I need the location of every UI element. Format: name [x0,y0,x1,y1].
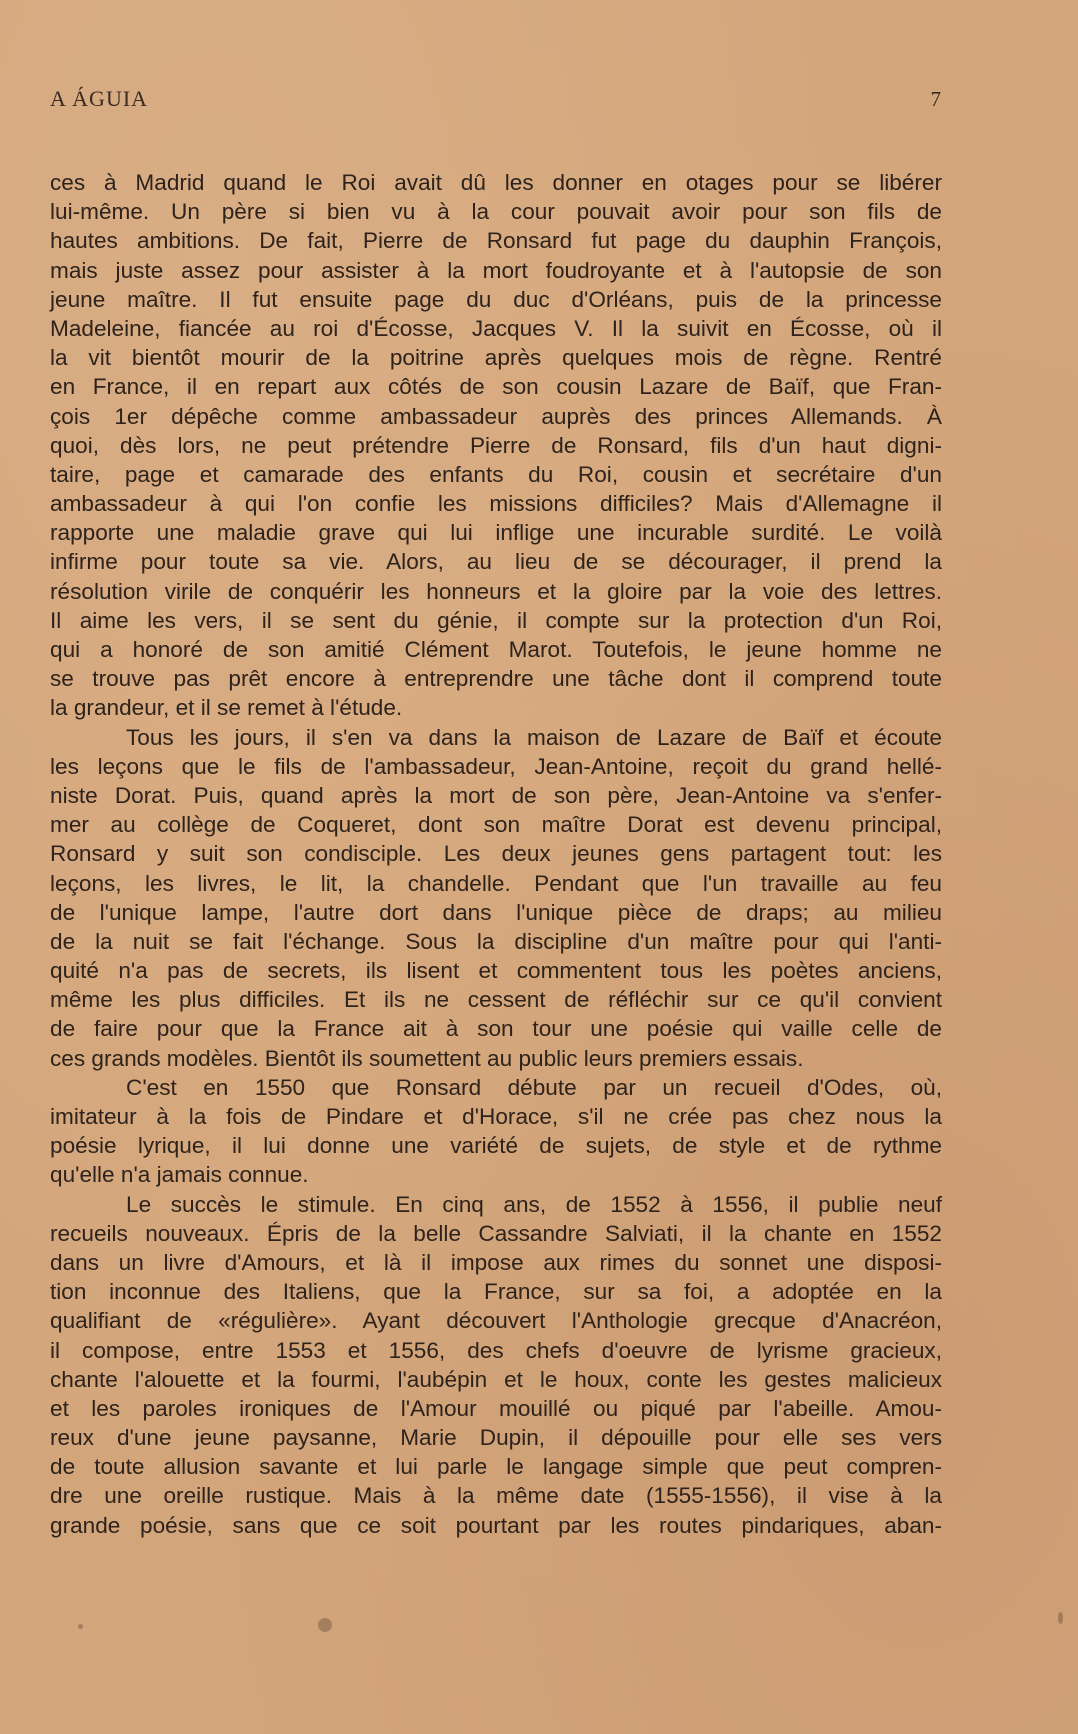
text-line: de l'unique lampe, l'autre dort dans l'unique pièce de draps; au milieu [50,899,942,925]
text-line: ces grands modèles. Bientôt ils soumettent au public leurs premiers essais. [50,1045,804,1071]
text-line: ambassadeur à qui l'on confie les missions difficiles? Mais d'Allemagne il [50,491,942,517]
text-line: niste Dorat. Puis, quand après la mort de son père, Jean-Antoine va s'enfer- [50,782,942,808]
text-line: qu'elle n'a jamais connue. [50,1162,309,1188]
text-line: ces à Madrid quand le Roi avait dû les donner en otages pour se libérer [50,170,942,195]
text-line: il compose, entre 1553 et 1556, des chefs d'oeuvre de lyrisme gracieux, [50,1337,942,1363]
text-line: qui a honoré de son amitié Clément Marot. Toutefois, le jeune homme ne [50,637,942,662]
paper-stain [318,1618,332,1632]
text-line: Ronsard y suit son condisciple. Les deux jeunes gens partagent tout: les [50,841,942,867]
text-line: de faire pour que la France ait à son tour une poésie qui vaille celle de [50,1016,942,1042]
text-line: Le succès le stimule. En cinq ans, de 1552 à 1556, il publie neuf [126,1191,942,1217]
text-line: C'est en 1550 que Ronsard débute par un recueil d'Odes, où, [126,1074,942,1100]
body-text [50,168,942,1540]
text-line: résolution virile de conquérir les honneurs et la gloire par la voie des lettres. [50,578,942,604]
text-line: en France, il en repart aux côtés de son cousin Lazare de Baïf, que Fran- [50,374,942,400]
text-line: quité n'a pas de secrets, ils lisent et commentent tous les poètes anciens, [50,958,942,984]
text-line: quoi, dès lors, ne peut prétendre Pierre de Ronsard, fils d'un haut digni- [50,432,942,458]
text-line: la vit bientôt mourir de la poitrine après quelques mois de règne. Rentré [50,345,942,371]
text-line: dans un livre d'Amours, et là il impose aux rimes du sonnet une disposi- [50,1249,942,1275]
text-line: mer au collège de Coqueret, dont son maître Dorat est devenu principal, [50,812,942,838]
text-line: même les plus difficiles. Et ils ne cessent de réfléchir sur ce qu'il convient [50,987,942,1013]
text-line: de la nuit se fait l'échange. Sous la discipline d'un maître pour qui l'anti- [50,928,942,954]
text-line: imitateur à la fois de Pindare et d'Horace, s'il ne crée pas chez nous la [50,1104,942,1129]
text-line: Il aime les vers, il se sent du génie, il compte sur la protection d'un Roi, [50,607,942,633]
text-line: chante l'alouette et la fourmi, l'aubépin et le houx, conte les gestes malicieux [50,1366,942,1392]
text-line: çois 1er dépêche comme ambassadeur auprès des princes Allemands. À [50,403,942,429]
text-line: hautes ambitions. De fait, Pierre de Ronsard fut page du dauphin François, [50,228,942,254]
text-line: dre une oreille rustique. Mais à la même date (1555-1556), il vise à la [50,1483,942,1509]
text-line: grande poésie, sans que ce soit pourtant par les routes pindariques, aban- [50,1512,942,1538]
text-line: lui-même. Un père si bien vu à la cour pouvait avoir pour son fils de [50,199,942,225]
page-number: 7 [930,87,942,111]
text-line: Tous les jours, il s'en va dans la maison de Lazare de Baïf et écoute [126,724,942,750]
running-title: A ÁGUIA [50,86,149,111]
paper-stain [78,1624,83,1629]
text-line: rapporte une maladie grave qui lui inflige une incurable surdité. Le voilà [50,520,942,546]
text-line: mais juste assez pour assister à la mort foudroyante et à l'autopsie de son [50,257,942,283]
text-line: qualifiant de «régulière». Ayant découvert l'Anthologie grecque d'Anacréon, [50,1308,942,1334]
text-line: jeune maître. Il fut ensuite page du duc d'Orléans, puis de la princesse [50,286,942,312]
text-line: leçons, les livres, le lit, la chandelle. Pendant que l'un travaille au feu [50,870,942,896]
text-line: de toute allusion savante et lui parle le langage simple que peut compren- [50,1454,942,1480]
text-line: la grandeur, et il se remet à l'étude. [50,695,403,721]
text-line: les leçons que le fils de l'ambassadeur, Jean-Antoine, reçoit du grand hellé- [50,753,942,779]
text-line: reux d'une jeune paysanne, Marie Dupin, il dépouille pour elle ses vers [50,1425,942,1451]
text-line: se trouve pas prêt encore à entreprendre une tâche dont il comprend toute [50,666,942,692]
text-line: Madeleine, fiancée au roi d'Écosse, Jacques V. Il la suivit en Écosse, où il [50,315,942,341]
text-line: recueils nouveaux. Épris de la belle Cassandre Salviati, il la chante en 1552 [50,1220,942,1246]
text-line: taire, page et camarade des enfants du Roi, cousin et secrétaire d'un [50,461,942,487]
text-line: infirme pour toute sa vie. Alors, au lieu de se décourager, il prend la [50,549,942,575]
text-line: et les paroles ironiques de l'Amour mouillé ou piqué par l'abeille. Amou- [50,1395,942,1421]
text-line: tion inconnue des Italiens, que la France, sur sa foi, a adoptée en la [50,1279,942,1305]
text-line: poésie lyrique, il lui donne une variété de sujets, de style et de rythme [50,1133,942,1159]
running-head [50,86,942,112]
paper-stain [1058,1612,1063,1624]
